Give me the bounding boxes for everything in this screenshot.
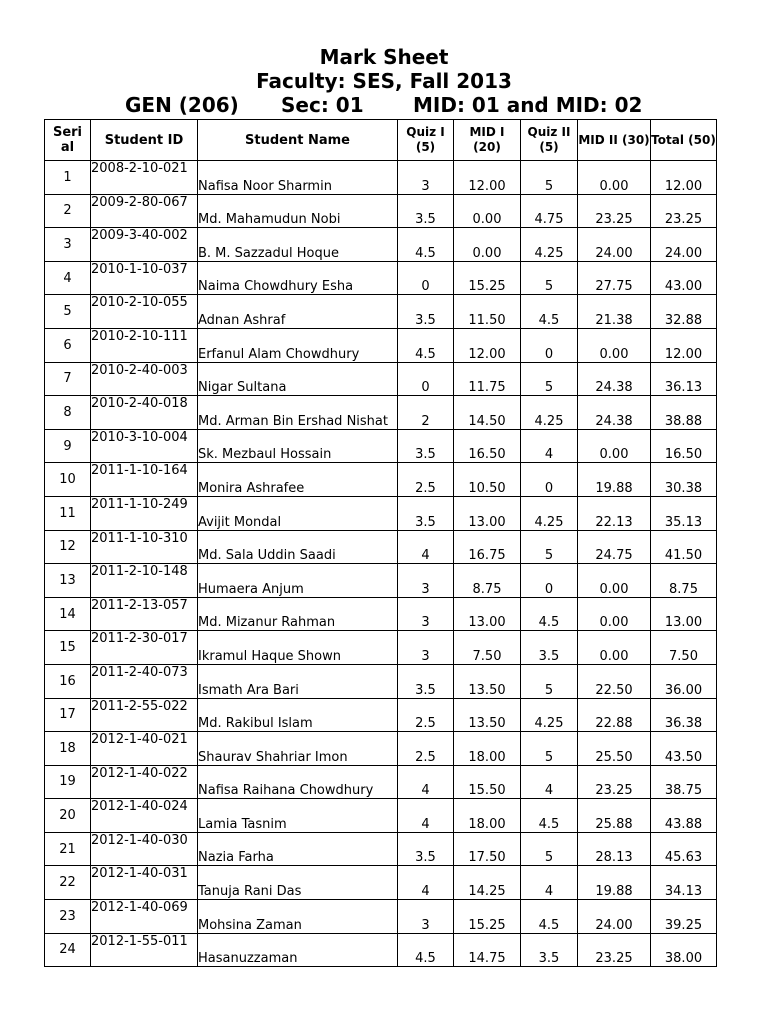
total-cell: 38.00	[651, 933, 717, 967]
table-row	[45, 732, 717, 766]
table-row	[45, 664, 717, 698]
table-row	[45, 933, 717, 967]
serial-cell: 10	[45, 463, 91, 497]
quiz2-cell: 0	[521, 463, 578, 497]
serial-cell: 4	[45, 261, 91, 295]
quiz2-cell: 4.5	[521, 295, 578, 329]
total-cell: 43.88	[651, 799, 717, 833]
mid2-cell: 23.25	[578, 765, 651, 799]
mid2-cell: 24.75	[578, 530, 651, 564]
mid1-cell: 11.50	[454, 295, 521, 329]
mid2-cell: 0.00	[578, 564, 651, 598]
mid2-cell: 22.13	[578, 496, 651, 530]
total-cell: 24.00	[651, 228, 717, 262]
quiz2-cell: 4.5	[521, 900, 578, 934]
serial-cell: 7	[45, 362, 91, 396]
total-cell: 35.13	[651, 496, 717, 530]
serial-cell: 3	[45, 228, 91, 262]
serial-cell: 5	[45, 295, 91, 329]
student-id-cell: 2011-2-40-073	[91, 664, 198, 698]
serial-cell: 21	[45, 832, 91, 866]
quiz1-cell: 3.5	[398, 295, 454, 329]
quiz2-cell: 4.25	[521, 698, 578, 732]
mid2-cell: 24.38	[578, 396, 651, 430]
student-id-cell: 2010-1-10-037	[91, 261, 198, 295]
serial-cell: 11	[45, 496, 91, 530]
mid2-cell: 23.25	[578, 933, 651, 967]
student-id-cell: 2012-1-40-022	[91, 765, 198, 799]
student-id-cell: 2012-1-40-024	[91, 799, 198, 833]
serial-cell: 6	[45, 328, 91, 362]
student-name-cell: Nafisa Raihana Chowdhury	[198, 765, 398, 799]
mid1-cell: 15.50	[454, 765, 521, 799]
header-student-name: Student Name	[198, 120, 398, 161]
mid2-cell: 23.25	[578, 194, 651, 228]
quiz2-cell: 0	[521, 564, 578, 598]
total-cell: 43.50	[651, 732, 717, 766]
student-name-cell: Monira Ashrafee	[198, 463, 398, 497]
mid1-cell: 0.00	[454, 194, 521, 228]
table-row	[45, 295, 717, 329]
table-row	[45, 261, 717, 295]
mid2-cell: 0.00	[578, 161, 651, 195]
document-title: Mark Sheet	[319, 45, 449, 69]
mid2-cell: 24.00	[578, 900, 651, 934]
mid1-cell: 16.75	[454, 530, 521, 564]
student-id-cell: 2011-2-30-017	[91, 631, 198, 665]
quiz1-cell: 3	[398, 597, 454, 631]
serial-cell: 20	[45, 799, 91, 833]
mid1-cell: 14.50	[454, 396, 521, 430]
header-mid2: MID II (30)	[578, 120, 651, 161]
quiz1-cell: 3.5	[398, 429, 454, 463]
quiz1-cell: 3	[398, 564, 454, 598]
mid1-cell: 17.50	[454, 832, 521, 866]
student-name-cell: Nigar Sultana	[198, 362, 398, 396]
quiz1-cell: 3	[398, 161, 454, 195]
total-cell: 43.00	[651, 261, 717, 295]
student-id-cell: 2009-2-80-067	[91, 194, 198, 228]
quiz2-cell: 5	[521, 664, 578, 698]
quiz2-cell: 4	[521, 429, 578, 463]
quiz2-cell: 5	[521, 362, 578, 396]
mid1-cell: 12.00	[454, 328, 521, 362]
table-row	[45, 631, 717, 665]
mid1-cell: 13.50	[454, 698, 521, 732]
quiz2-cell: 4	[521, 765, 578, 799]
student-name-cell: Md. Sala Uddin Saadi	[198, 530, 398, 564]
serial-cell: 17	[45, 698, 91, 732]
quiz2-cell: 5	[521, 732, 578, 766]
student-name-cell: Adnan Ashraf	[198, 295, 398, 329]
student-id-cell: 2011-2-13-057	[91, 597, 198, 631]
table-row	[45, 866, 717, 900]
table-row	[45, 463, 717, 497]
student-id-cell: 2011-2-10-148	[91, 564, 198, 598]
student-name-cell: Lamia Tasnim	[198, 799, 398, 833]
student-id-cell: 2010-2-40-018	[91, 396, 198, 430]
student-id-cell: 2009-3-40-002	[91, 228, 198, 262]
student-name-cell: Sk. Mezbaul Hossain	[198, 429, 398, 463]
student-id-cell: 2012-1-40-069	[91, 900, 198, 934]
total-cell: 36.00	[651, 664, 717, 698]
total-cell: 39.25	[651, 900, 717, 934]
student-name-cell: Ismath Ara Bari	[198, 664, 398, 698]
mid1-cell: 11.75	[454, 362, 521, 396]
student-id-cell: 2010-3-10-004	[91, 429, 198, 463]
quiz2-cell: 5	[521, 161, 578, 195]
exam-label: MID: 01 and MID: 02	[413, 93, 643, 117]
student-name-cell: Naima Chowdhury Esha	[198, 261, 398, 295]
table-row	[45, 194, 717, 228]
quiz1-cell: 0	[398, 362, 454, 396]
student-name-cell: Nafisa Noor Sharmin	[198, 161, 398, 195]
serial-cell: 9	[45, 429, 91, 463]
total-cell: 32.88	[651, 295, 717, 329]
student-id-cell: 2011-1-10-164	[91, 463, 198, 497]
serial-cell: 22	[45, 866, 91, 900]
student-name-cell: Mohsina Zaman	[198, 900, 398, 934]
course-code: GEN (206)	[125, 93, 239, 117]
header-quiz1: Quiz I (5)	[398, 120, 454, 161]
mid1-cell: 8.75	[454, 564, 521, 598]
quiz1-cell: 4.5	[398, 933, 454, 967]
mid2-cell: 25.50	[578, 732, 651, 766]
mid2-cell: 27.75	[578, 261, 651, 295]
serial-cell: 2	[45, 194, 91, 228]
mid1-cell: 16.50	[454, 429, 521, 463]
serial-cell: 15	[45, 631, 91, 665]
student-id-cell: 2012-1-40-021	[91, 732, 198, 766]
student-name-cell: Hasanuzzaman	[198, 933, 398, 967]
quiz1-cell: 4	[398, 866, 454, 900]
student-id-cell: 2008-2-10-021	[91, 161, 198, 195]
table-row	[45, 765, 717, 799]
table-row	[45, 799, 717, 833]
serial-cell: 12	[45, 530, 91, 564]
total-cell: 36.38	[651, 698, 717, 732]
mid1-cell: 12.00	[454, 161, 521, 195]
mid2-cell: 28.13	[578, 832, 651, 866]
serial-cell: 13	[45, 564, 91, 598]
serial-cell: 23	[45, 900, 91, 934]
mid1-cell: 18.00	[454, 799, 521, 833]
mid2-cell: 19.88	[578, 463, 651, 497]
header-mid1: MID I (20)	[454, 120, 521, 161]
table-header-row	[45, 120, 717, 161]
student-name-cell: Md. Rakibul Islam	[198, 698, 398, 732]
quiz2-cell: 3.5	[521, 933, 578, 967]
quiz1-cell: 3	[398, 631, 454, 665]
quiz1-cell: 4	[398, 765, 454, 799]
serial-cell: 16	[45, 664, 91, 698]
serial-cell: 8	[45, 396, 91, 430]
quiz1-cell: 2.5	[398, 698, 454, 732]
student-name-cell: B. M. Sazzadul Hoque	[198, 228, 398, 262]
serial-cell: 14	[45, 597, 91, 631]
mid2-cell: 0.00	[578, 328, 651, 362]
quiz2-cell: 3.5	[521, 631, 578, 665]
quiz1-cell: 2.5	[398, 463, 454, 497]
table-row	[45, 496, 717, 530]
student-id-cell: 2011-1-10-310	[91, 530, 198, 564]
table-row	[45, 698, 717, 732]
serial-cell: 1	[45, 161, 91, 195]
total-cell: 34.13	[651, 866, 717, 900]
student-id-cell: 2012-1-40-031	[91, 866, 198, 900]
table-row	[45, 161, 717, 195]
table-row	[45, 597, 717, 631]
quiz2-cell: 4.5	[521, 799, 578, 833]
mid1-cell: 10.50	[454, 463, 521, 497]
student-name-cell: Md. Mahamudun Nobi	[198, 194, 398, 228]
student-name-cell: Md. Mizanur Rahman	[198, 597, 398, 631]
mid1-cell: 14.25	[454, 866, 521, 900]
student-name-cell: Tanuja Rani Das	[198, 866, 398, 900]
header-student-id: Student ID	[91, 120, 198, 161]
quiz2-cell: 4	[521, 866, 578, 900]
mid2-cell: 0.00	[578, 429, 651, 463]
student-id-cell: 2010-2-40-003	[91, 362, 198, 396]
total-cell: 23.25	[651, 194, 717, 228]
mid1-cell: 0.00	[454, 228, 521, 262]
total-cell: 8.75	[651, 564, 717, 598]
quiz1-cell: 4.5	[398, 228, 454, 262]
marks-table	[44, 119, 717, 967]
total-cell: 13.00	[651, 597, 717, 631]
mid1-cell: 13.00	[454, 496, 521, 530]
total-cell: 30.38	[651, 463, 717, 497]
total-cell: 41.50	[651, 530, 717, 564]
quiz2-cell: 4.25	[521, 228, 578, 262]
quiz2-cell: 4.75	[521, 194, 578, 228]
quiz2-cell: 5	[521, 261, 578, 295]
serial-cell: 19	[45, 765, 91, 799]
quiz2-cell: 5	[521, 530, 578, 564]
mid2-cell: 24.00	[578, 228, 651, 262]
total-cell: 16.50	[651, 429, 717, 463]
table-row	[45, 900, 717, 934]
table-row	[45, 328, 717, 362]
quiz1-cell: 3.5	[398, 194, 454, 228]
faculty-line: Faculty: SES, Fall 2013	[256, 69, 512, 93]
student-id-cell: 2010-2-10-055	[91, 295, 198, 329]
quiz2-cell: 5	[521, 832, 578, 866]
student-name-cell: Shaurav Shahriar Imon	[198, 732, 398, 766]
student-name-cell: Nazia Farha	[198, 832, 398, 866]
quiz2-cell: 4.25	[521, 496, 578, 530]
mid2-cell: 24.38	[578, 362, 651, 396]
quiz1-cell: 2	[398, 396, 454, 430]
mid1-cell: 13.50	[454, 664, 521, 698]
total-cell: 12.00	[651, 328, 717, 362]
total-cell: 38.88	[651, 396, 717, 430]
mid2-cell: 25.88	[578, 799, 651, 833]
student-name-cell: Erfanul Alam Chowdhury	[198, 328, 398, 362]
quiz1-cell: 3.5	[398, 496, 454, 530]
table-row	[45, 832, 717, 866]
table-row	[45, 228, 717, 262]
student-id-cell: 2011-2-55-022	[91, 698, 198, 732]
table-row	[45, 429, 717, 463]
header-total: Total (50)	[651, 120, 717, 161]
student-id-cell: 2010-2-10-111	[91, 328, 198, 362]
table-row	[45, 362, 717, 396]
total-cell: 45.63	[651, 832, 717, 866]
mid2-cell: 0.00	[578, 631, 651, 665]
serial-cell: 18	[45, 732, 91, 766]
total-cell: 7.50	[651, 631, 717, 665]
total-cell: 38.75	[651, 765, 717, 799]
section-label: Sec: 01	[281, 93, 364, 117]
total-cell: 12.00	[651, 161, 717, 195]
mid1-cell: 15.25	[454, 900, 521, 934]
quiz1-cell: 3.5	[398, 832, 454, 866]
student-id-cell: 2012-1-55-011	[91, 933, 198, 967]
mid2-cell: 22.50	[578, 664, 651, 698]
course-line	[0, 93, 768, 117]
quiz1-cell: 4.5	[398, 328, 454, 362]
table-row	[45, 564, 717, 598]
mid2-cell: 0.00	[578, 597, 651, 631]
student-id-cell: 2012-1-40-030	[91, 832, 198, 866]
header-serial: Seri al	[45, 120, 91, 161]
mid1-cell: 14.75	[454, 933, 521, 967]
table-row	[45, 396, 717, 430]
document-header	[0, 45, 768, 117]
mid2-cell: 21.38	[578, 295, 651, 329]
quiz1-cell: 3	[398, 900, 454, 934]
mid1-cell: 13.00	[454, 597, 521, 631]
quiz1-cell: 3.5	[398, 664, 454, 698]
mid1-cell: 18.00	[454, 732, 521, 766]
quiz1-cell: 0	[398, 261, 454, 295]
quiz2-cell: 4.25	[521, 396, 578, 430]
table-body	[45, 161, 717, 967]
student-name-cell: Avijit Mondal	[198, 496, 398, 530]
serial-cell: 24	[45, 933, 91, 967]
total-cell: 36.13	[651, 362, 717, 396]
student-name-cell: Md. Arman Bin Ershad Nishat	[198, 396, 398, 430]
student-name-cell: Ikramul Haque Shown	[198, 631, 398, 665]
quiz1-cell: 4	[398, 530, 454, 564]
header-quiz2: Quiz II (5)	[521, 120, 578, 161]
mid2-cell: 22.88	[578, 698, 651, 732]
quiz1-cell: 2.5	[398, 732, 454, 766]
quiz2-cell: 0	[521, 328, 578, 362]
quiz1-cell: 4	[398, 799, 454, 833]
quiz2-cell: 4.5	[521, 597, 578, 631]
student-id-cell: 2011-1-10-249	[91, 496, 198, 530]
mid1-cell: 7.50	[454, 631, 521, 665]
student-name-cell: Humaera Anjum	[198, 564, 398, 598]
mid2-cell: 19.88	[578, 866, 651, 900]
mid1-cell: 15.25	[454, 261, 521, 295]
table-row	[45, 530, 717, 564]
